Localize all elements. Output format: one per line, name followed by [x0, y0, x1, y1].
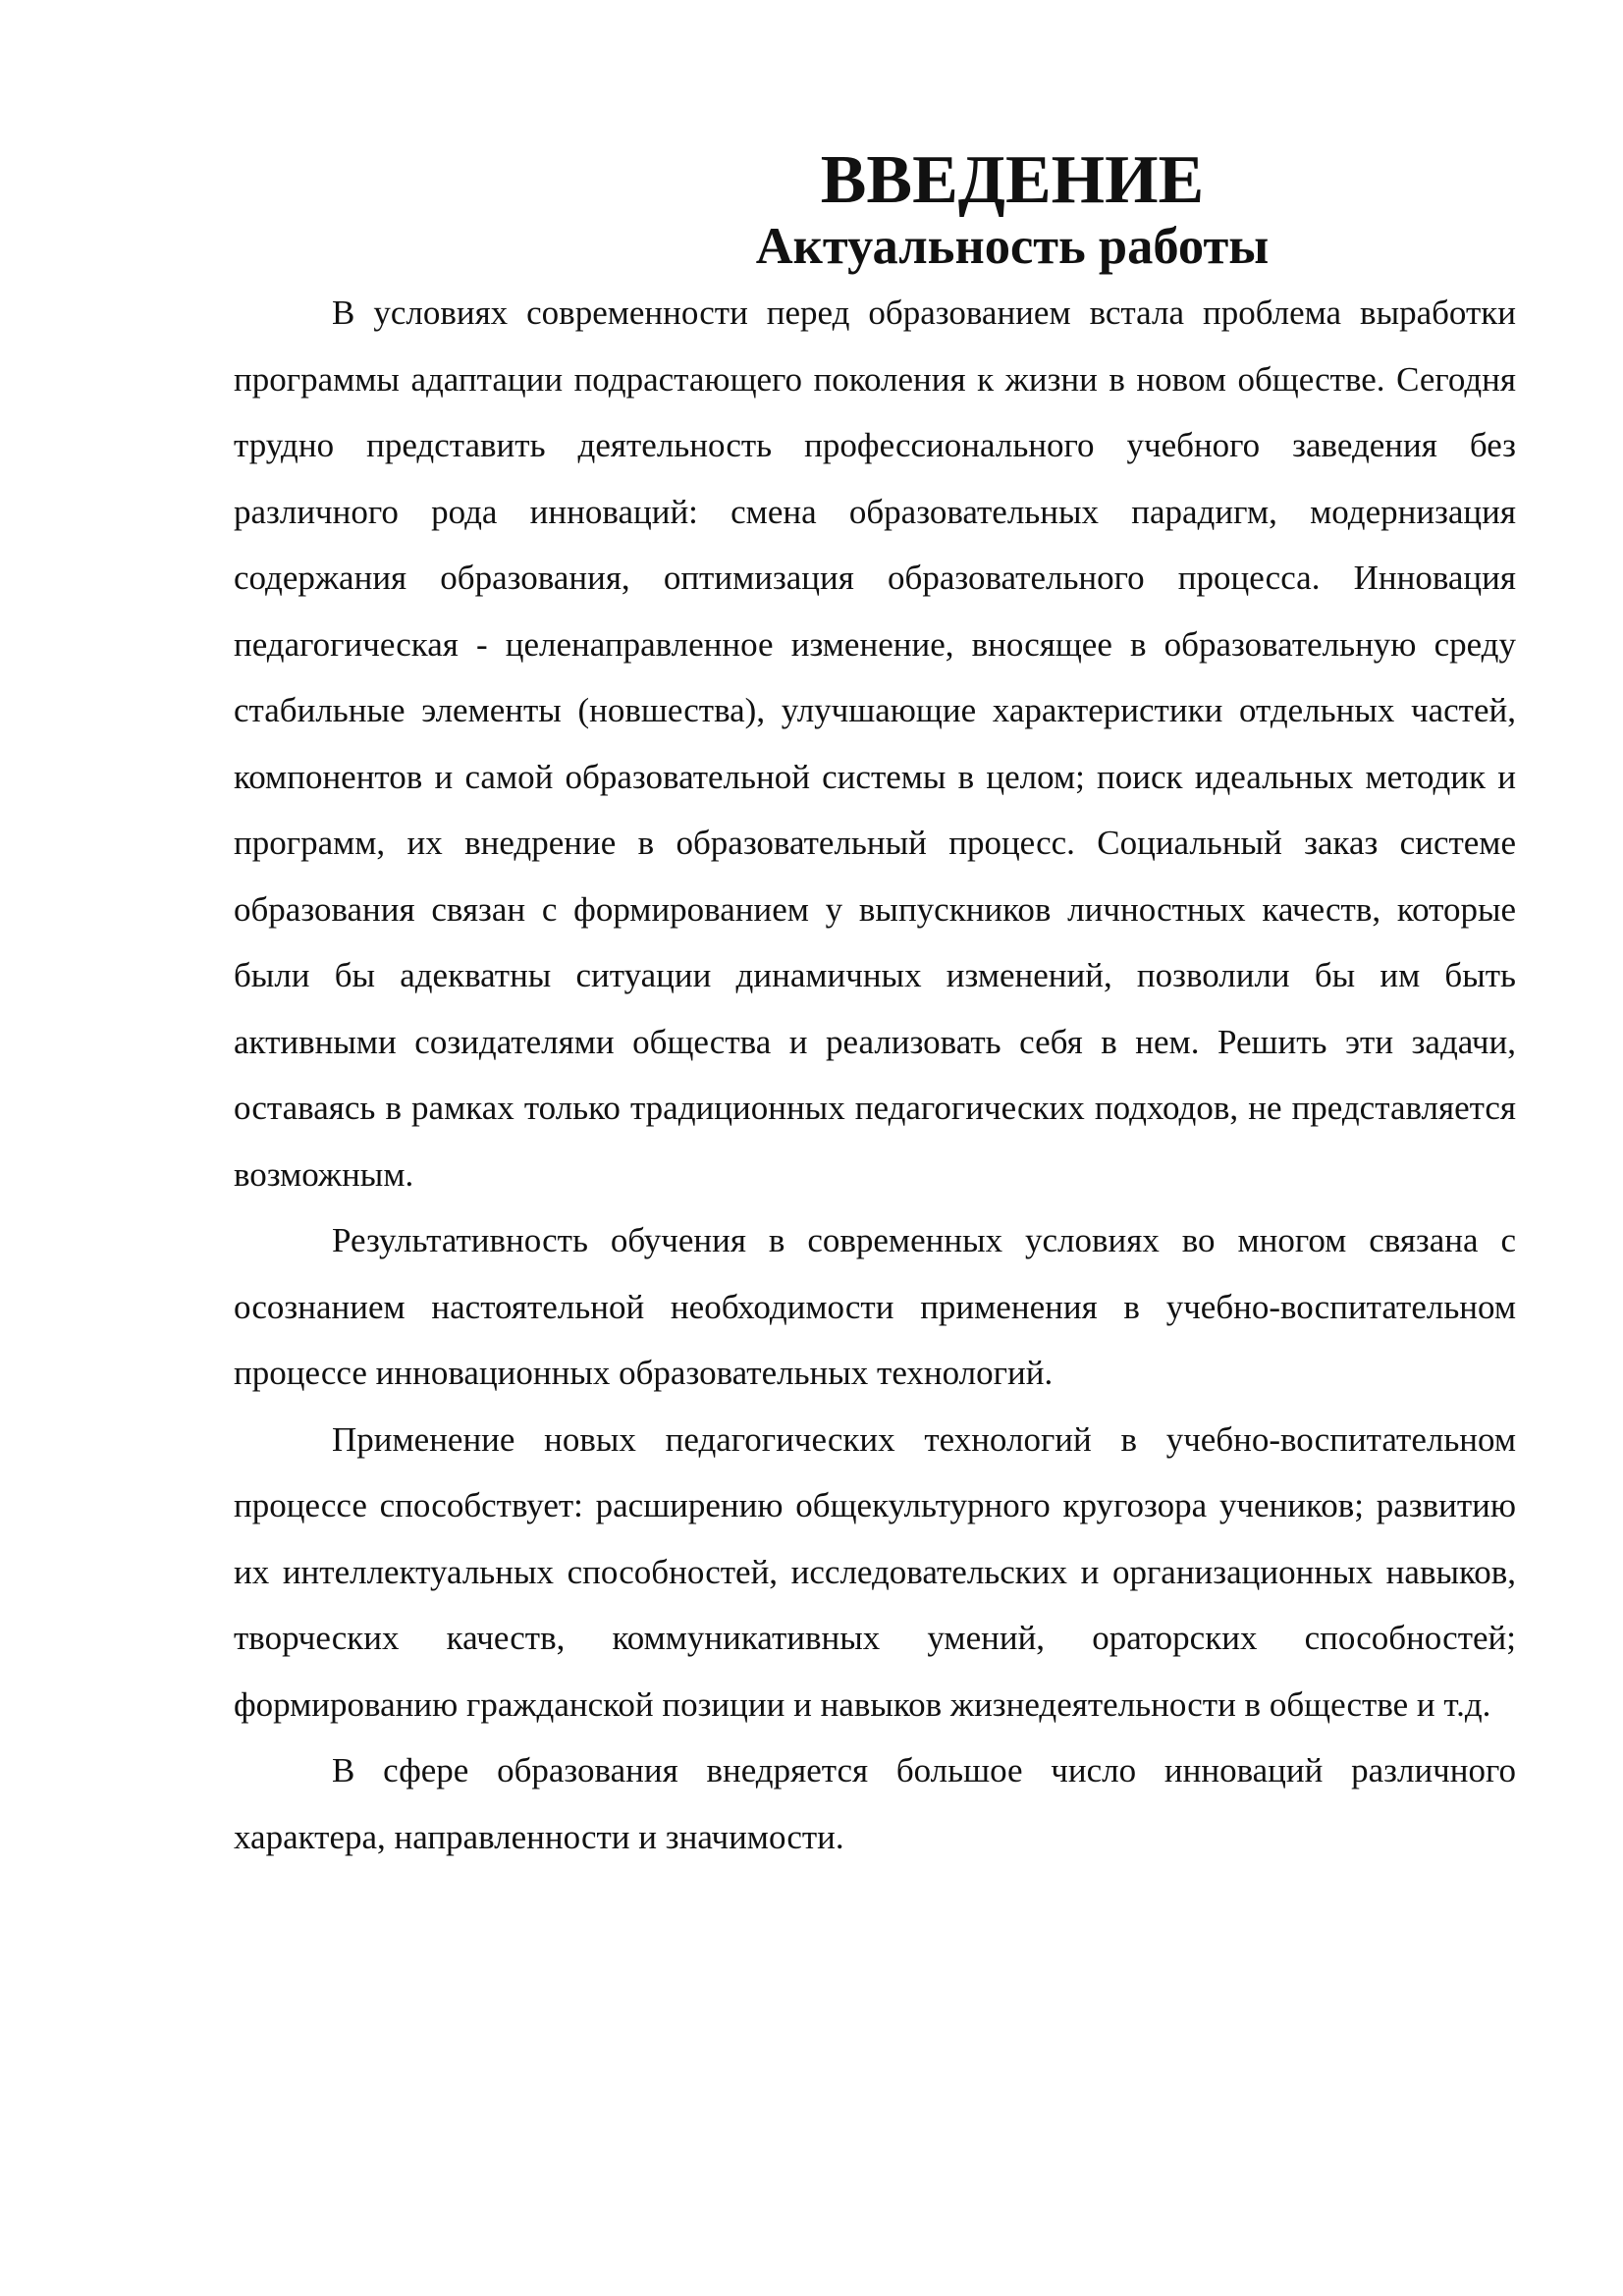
paragraph-3: Применение новых педагогических технологий в учебно-воспитательном процессе способствует: расширению общекультурного кругозора учеников; развитию их интеллектуальных способностей, исследовательских и организационных навыков, творческих качеств, коммуникативных умений, ораторских способностей; формированию гражданской позиции и навыков жизнедеятельности в обществе и т.д.: [234, 1419, 1516, 1724]
paragraph-4: В сфере образования внедряется большое число инноваций различного характера, направленности и значимости.: [234, 1751, 1516, 1856]
paragraph-2: Результативность обучения в современных условиях во многом связана с осознанием настоятельной необходимости применения в учебно-воспитательном процессе инновационных образовательных технологий.: [234, 1221, 1516, 1392]
document-body: [234, 142, 1516, 1870]
paragraph-1: В условиях современности перед образованием встала проблема выработки программы адаптации подрастающего поколения к жизни в новом обществе. Сегодня трудно представить деятельность профессионального учебного заведения без различного рода инноваций: смена образовательных парадигм, модернизация содержания образования, оптимизация образовательного процесса. Инновация педагогическая - целенаправленное изменение, вносящее в образовательную среду стабильные элементы (новшества), улучшающие характеристики отдельных частей, компонентов и самой образовательной системы в целом; поиск идеальных методик и программ, их внедрение в образовательный процесс. Социальный заказ системе образования связан с формированием у выпускников личностных качеств, которые были бы адекватны ситуации динамичных изменений, позволили бы им быть активными созидателями общества и реализовать себя в нем. Решить эти задачи, оставаясь в рамках только традиционных педагогических подходов, не представляется возможным.: [234, 294, 1516, 1194]
document-title: ВВЕДЕНИЕ: [820, 142, 1205, 218]
document-subtitle: Актуальность работы: [755, 217, 1270, 275]
